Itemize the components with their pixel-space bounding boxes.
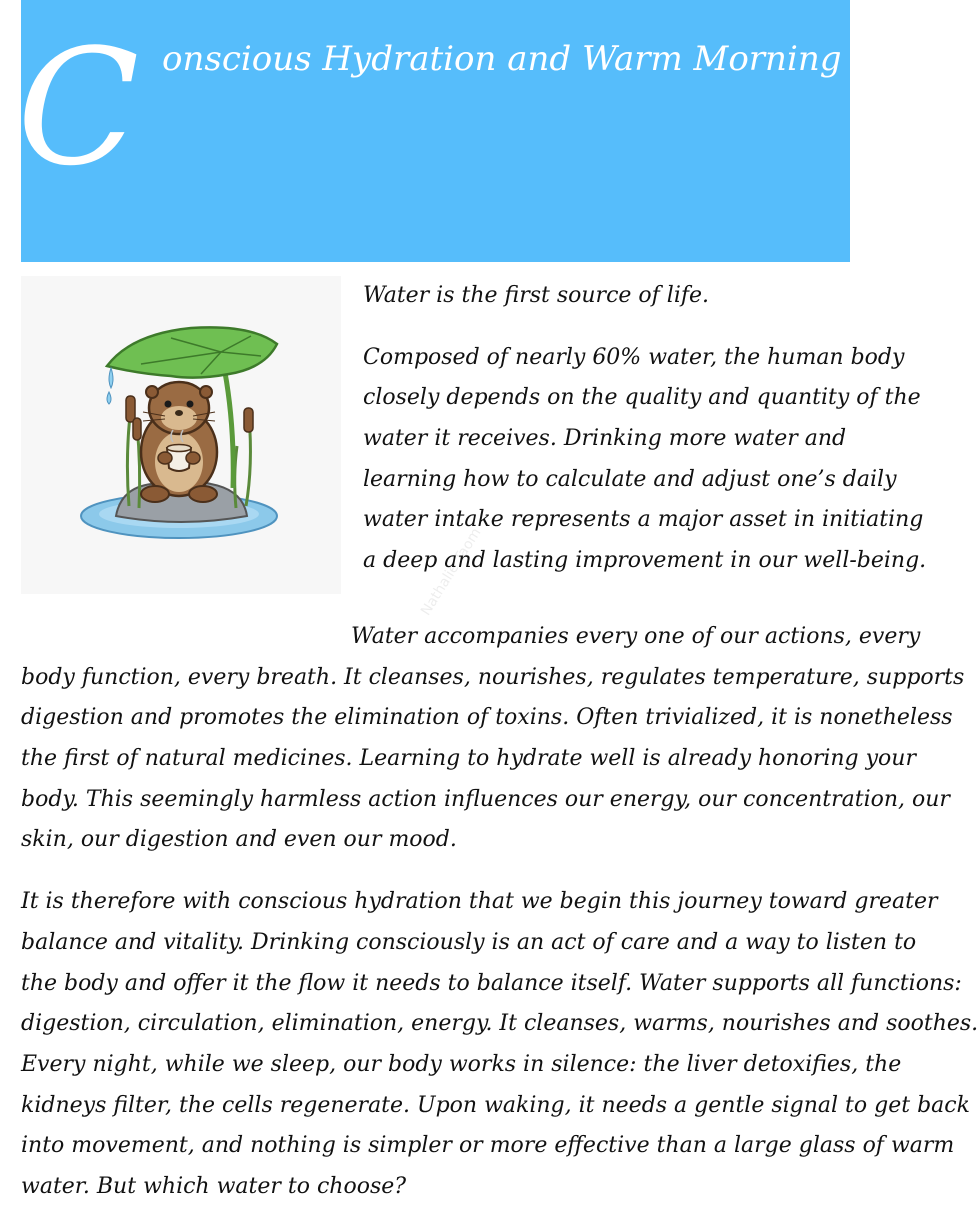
intro-column	[363, 276, 927, 582]
text-line: Composed of nearly 60% water, the human body	[363, 344, 905, 370]
chapter-header	[17, 0, 955, 262]
watermark: Nathalie Taom	[418, 525, 485, 619]
text-line: a deep and lasting improvement in our well-being.	[363, 548, 927, 574]
text-line: digestion, circulation, elimination, energy. It cleanses, warms, nourishes and soothes.	[21, 1011, 978, 1037]
text-line: It is therefore with conscious hydration that we begin this journey toward greater	[21, 889, 938, 915]
text-line: skin, our digestion and even our mood.	[21, 827, 457, 853]
body-paragraph	[21, 882, 978, 1208]
body-text	[21, 617, 978, 1208]
otter-under-leaf-drawing	[21, 276, 341, 594]
otter-illustration	[21, 276, 341, 594]
text-line: the body and offer it the flow it needs to balance itself. Water supports all functions:	[21, 970, 962, 996]
intro-paragraph	[363, 338, 927, 582]
text-line: water intake represents a major asset in initiating	[363, 507, 924, 533]
text-line: water it receives. Drinking more water and	[363, 426, 847, 452]
text-line: Water accompanies every one of our actions, every	[351, 624, 921, 649]
text-line: body function, every breath. It cleanses, nourishes, regulates temperature, supports	[21, 664, 965, 690]
chapter-title: onscious Hydration and Warm Morning Water	[162, 39, 955, 79]
text-line: digestion and promotes the elimination of toxins. Often trivialized, it is nonetheless	[21, 705, 953, 731]
text-line: body. This seemingly harmless action influences our energy, our concentration, our	[21, 786, 950, 812]
text-line: balance and vitality. Drinking consciously is an act of care and a way to listen to	[21, 929, 917, 955]
text-line: Every night, while we sleep, our body works in silence: the liver detoxifies, the	[21, 1051, 902, 1077]
text-line: the first of natural medicines. Learning to hydrate well is already honoring your	[21, 746, 916, 772]
drop-cap: C	[17, 14, 140, 201]
body-paragraph	[21, 617, 965, 861]
text-line: into movement, and nothing is simpler or more effective than a large glass of warm	[21, 1133, 955, 1159]
text-line: kidneys filter, the cells regenerate. Upon waking, it needs a gentle signal to get back	[21, 1092, 970, 1118]
text-line: learning how to calculate and adjust one’s daily	[363, 466, 897, 492]
text-line: water. But which water to choose?	[21, 1173, 407, 1199]
text-line: closely depends on the quality and quantity of the	[363, 385, 921, 411]
intro-sentence: Water is the first source of life.	[363, 283, 710, 308]
